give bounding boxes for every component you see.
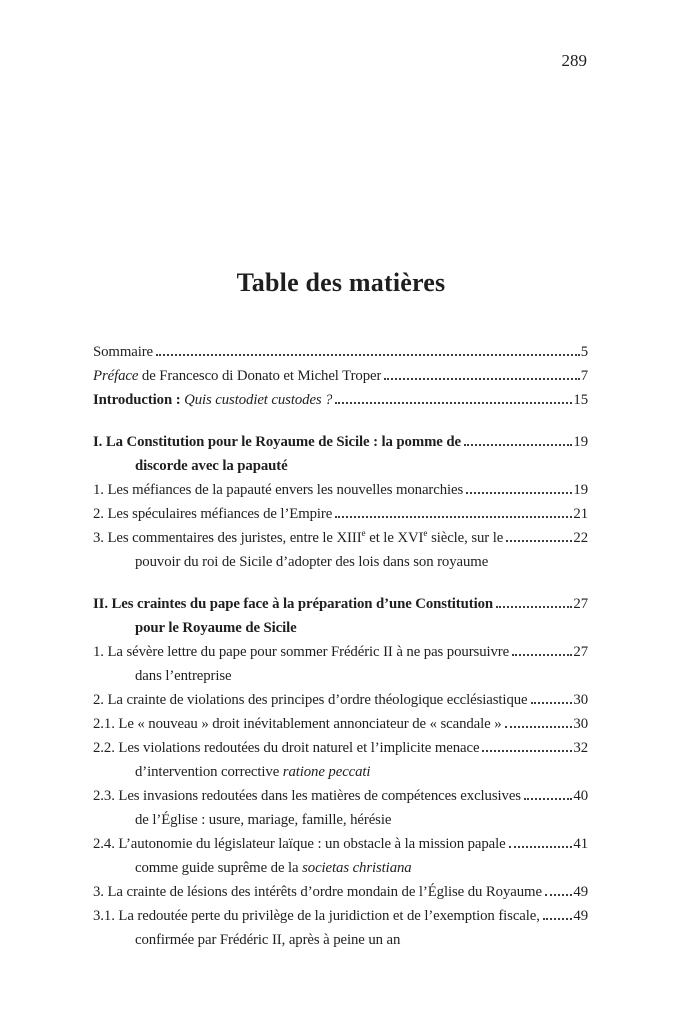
toc-entry-page: 27 — [573, 596, 588, 612]
toc-text-segment: comme guide suprême de la — [135, 860, 303, 876]
toc-entry — [93, 640, 588, 688]
toc-text-segment: 2.2. Les violations redoutées du droit naturel et l’implicite menace — [93, 740, 480, 756]
toc-entry-page: 21 — [573, 506, 588, 522]
toc-text-segment: Sommaire — [93, 344, 154, 360]
toc-text-segment: societas christiana — [302, 860, 412, 876]
dotted-leader — [335, 402, 572, 404]
toc-entry-page: 19 — [573, 434, 588, 450]
toc-text-segment: 1. Les méfiances de la papauté envers les nouvelles monarchies — [93, 482, 464, 498]
toc-entry-line — [93, 832, 588, 856]
toc-text-segment: de Francesco di Donato et Michel Troper — [138, 368, 382, 384]
dotted-leader — [482, 750, 572, 752]
toc-entry-text — [93, 478, 463, 502]
toc-entry-continuation — [93, 928, 588, 952]
toc-entry-page: 32 — [573, 740, 588, 756]
toc-entry — [93, 526, 588, 574]
toc-entry — [93, 736, 588, 784]
toc-text-segment: 2. La crainte de violations des principes d’ordre théologique ecclésiastique — [93, 692, 528, 708]
toc-entry-line — [93, 640, 588, 664]
toc-entry-line — [93, 784, 588, 808]
dotted-leader — [384, 378, 579, 380]
toc-entry-page: 49 — [573, 884, 588, 900]
toc-entry-text — [93, 430, 461, 454]
toc-entry-continuation — [93, 856, 588, 880]
toc-entry — [93, 388, 588, 412]
toc-text-segment: et le XVI — [365, 530, 424, 546]
dotted-leader — [512, 654, 572, 656]
page-title: Table des matières — [236, 268, 446, 297]
toc-entry-page: 40 — [573, 788, 588, 804]
toc-text-segment: pour le Royaume de Sicile — [135, 620, 297, 636]
dotted-leader — [524, 798, 572, 800]
dotted-leader — [506, 540, 572, 542]
toc-entry-line — [93, 736, 588, 760]
toc-text-segment: Préface — [93, 368, 139, 384]
toc-entry — [93, 880, 588, 904]
toc-entry-page: 30 — [573, 716, 588, 732]
toc-entry — [93, 592, 588, 640]
dotted-leader — [156, 354, 580, 356]
dotted-leader — [543, 918, 573, 920]
dotted-leader — [466, 492, 572, 494]
toc-entry-page: 30 — [573, 692, 588, 708]
toc-entry-continuation — [93, 454, 588, 478]
toc-text-segment: 2.3. Les invasions redoutées dans les matières de compétences exclusives — [93, 788, 521, 804]
toc-entry-page: 15 — [573, 392, 588, 408]
toc-entry-page: 7 — [580, 368, 588, 384]
toc-text-segment: 3. La crainte de lésions des intérêts d’ordre mondain de l’Église du Royaume — [93, 884, 542, 900]
toc-entry-text — [93, 526, 503, 550]
toc-entry-line — [93, 880, 588, 904]
toc-entry-line — [93, 340, 588, 364]
toc-entry — [93, 502, 588, 526]
toc-text-segment: 3. Les commentaires des juristes, entre le XIII — [93, 530, 362, 546]
toc-entry-text — [93, 592, 493, 616]
dotted-leader — [509, 846, 573, 848]
toc-text-segment: 2.4. L’autonomie du législateur laïque : un obstacle à la mission papale — [93, 836, 506, 852]
toc-entry-text — [93, 712, 502, 736]
toc-entry-line — [93, 712, 588, 736]
toc-entry-line — [93, 502, 588, 526]
toc-text-segment: d’intervention corrective — [135, 764, 283, 780]
toc-text-segment: ratione peccati — [282, 764, 371, 780]
toc-entry — [93, 364, 588, 388]
toc-entry — [93, 832, 588, 880]
toc-entry-text — [93, 364, 381, 388]
toc-entry-line — [93, 688, 588, 712]
toc-entry — [93, 784, 588, 832]
toc-entry-text — [93, 736, 479, 760]
toc-entry-continuation — [93, 664, 588, 688]
toc-entry-line — [93, 904, 588, 928]
toc-entry-line — [93, 364, 588, 388]
toc-text-segment: confirmée par Frédéric II, après à peine un an — [135, 932, 401, 948]
toc-entry-continuation — [93, 760, 588, 784]
toc-entry-text — [93, 388, 332, 412]
toc-text-segment: 1. La sévère lettre du pape pour sommer Frédéric II à ne pas poursuivre — [93, 644, 510, 660]
toc-text-segment: II. Les craintes du pape face à la préparation d’une Constitution — [93, 596, 494, 612]
toc-entry-page: 19 — [573, 482, 588, 498]
dotted-leader — [496, 606, 572, 608]
toc-entry-continuation — [93, 550, 588, 574]
dotted-leader — [545, 894, 572, 896]
table-of-contents — [93, 340, 588, 952]
toc-text-segment: Quis custodiet custodes ? — [184, 392, 333, 408]
toc-entry-text — [93, 832, 506, 856]
dotted-leader — [531, 702, 573, 704]
toc-entry-line — [93, 592, 588, 616]
dotted-leader — [335, 516, 572, 518]
toc-entry-text — [93, 904, 540, 928]
toc-entry-page: 5 — [580, 344, 588, 360]
toc-entry — [93, 430, 588, 478]
page-number: 289 — [561, 51, 587, 70]
toc-text-segment: siècle, sur le — [427, 530, 504, 546]
toc-entry — [93, 478, 588, 502]
toc-text-segment: pouvoir du roi de Sicile d’adopter des lois dans son royaume — [135, 554, 489, 570]
toc-entry-line — [93, 388, 588, 412]
toc-entry — [93, 904, 588, 952]
toc-text-segment: 2.1. Le « nouveau » droit inévitablement annonciateur de « scandale » — [93, 716, 502, 732]
toc-entry-page: 41 — [573, 836, 588, 852]
toc-text-segment: 2. Les spéculaires méfiances de l’Empire — [93, 506, 333, 522]
toc-text-segment: de l’Église : usure, mariage, famille, hérésie — [135, 812, 392, 828]
toc-entry — [93, 340, 588, 364]
toc-entry-line — [93, 478, 588, 502]
toc-text-segment: I. La Constitution pour le Royaume de Sicile : la pomme de — [93, 434, 461, 450]
toc-entry — [93, 688, 588, 712]
toc-entry-text — [93, 688, 528, 712]
toc-text-segment: Introduction : — [93, 392, 185, 408]
toc-entry-text — [93, 502, 332, 526]
toc-entry-text — [93, 880, 542, 904]
toc-text-segment: 3.1. La redoutée perte du privilège de la juridiction et de l’exemption fiscale, — [93, 908, 540, 924]
toc-text-segment: dans l’entreprise — [135, 668, 232, 684]
toc-entry-line — [93, 526, 588, 550]
toc-entry-line — [93, 430, 588, 454]
toc-entry-page: 27 — [573, 644, 588, 660]
toc-text-segment: discorde avec la papauté — [135, 458, 288, 474]
toc-entry-text — [93, 784, 521, 808]
toc-entry-page: 49 — [573, 908, 588, 924]
toc-entry-text — [93, 340, 153, 364]
toc-entry-continuation — [93, 808, 588, 832]
toc-entry-text — [93, 640, 509, 664]
dotted-leader — [505, 726, 573, 728]
toc-entry-continuation — [93, 616, 588, 640]
toc-text-segment: e — [423, 528, 428, 539]
toc-entry-page: 22 — [573, 530, 588, 546]
toc-entry — [93, 712, 588, 736]
toc-text-segment: e — [361, 528, 366, 539]
dotted-leader — [464, 444, 572, 446]
